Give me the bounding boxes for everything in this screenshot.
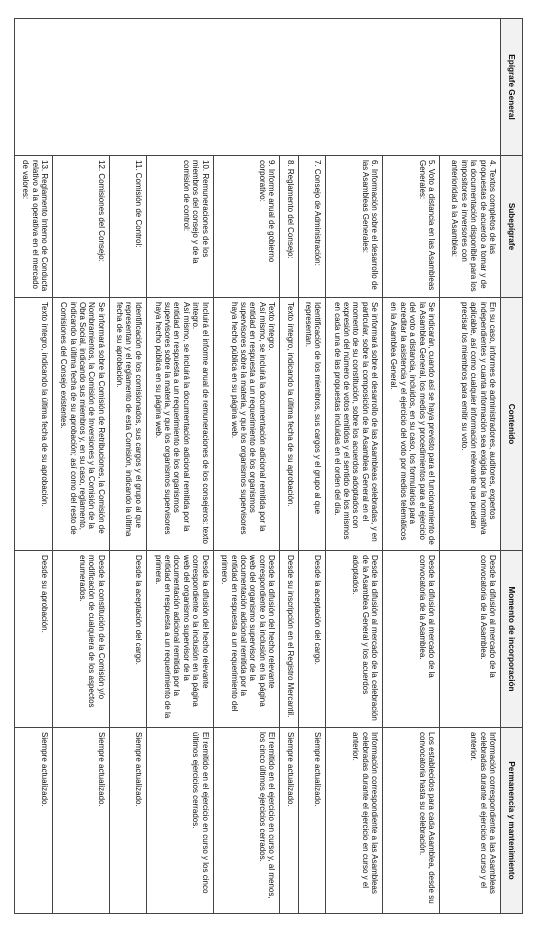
- content-cell: [213, 298, 280, 551]
- content-cell: Se indicarán, cuando así se haya previsto para el funcionamiento de la Asamblea General, los medios y procedimientos para el ejercicio del voto a distancia, incluidos, en su caso, los formularios para acreditar la asistencia y el ejercicio del voto por medios telemáticos en la Asamblea General.: [383, 298, 440, 551]
- moment-cell: Desde la difusión al mercado de la convocatoria de la Asamblea.: [383, 551, 440, 728]
- sub-cell: 8. Reglamento del Consejo:: [280, 156, 299, 298]
- moment-cell: Desde su aprobación.: [15, 551, 53, 728]
- moment-cell: Desde la difusión del hecho relevante correspondiente o la inclusión en la página web del organismo supervisor de la documentación adicional remitida por la entidad en respuesta a un requerimiento de la primera.: [146, 551, 213, 728]
- header-momento: Momento de incorporación: [501, 551, 523, 728]
- sub-cell: 11. Comisión de Control:: [109, 156, 146, 298]
- content-line: Así mismo, se incluirá la documentación adicional remitida por la entidad en respuesta a un requerimiento de los organismos supervisores sobre la materia, y que los organismos supervisores haya hecho pública en su página web.: [153, 302, 191, 535]
- header-general: Epígrafe General: [501, 19, 523, 156]
- permanence-cell: Siempre actualizado.: [109, 728, 146, 914]
- sub-cell: 9. Informe anual de gobierno corporativo:: [213, 156, 280, 298]
- permanence-cell: El remitido en el ejercicio en curso y los cinco últimos ejercicios cerrados.: [146, 728, 213, 914]
- permanence-cell: Siempre actualizado.: [299, 728, 326, 914]
- moment-cell: Desde la constitución de la Comisión y/o modificación de cualquiera de los aspectos enumerados.: [52, 551, 109, 728]
- moment-cell: Desde la difusión al mercado de la celebración de la Asamblea General y los acuerdos adoptados.: [326, 551, 383, 728]
- moment-cell: Desde la aceptación del cargo.: [299, 551, 326, 728]
- rotated-table-wrapper: [14, 18, 523, 913]
- content-line: Así mismo, se incluirá la documentación adicional remitida por la entidad en respuesta a un requerimiento de los organismos supervisores sobre la materia, y que los organismos supervisores haya hecho pública en su página web.: [229, 302, 267, 535]
- permanence-cell: Información correspondiente a las Asambleas celebradas durante el ejercicio en curso y el anterior.: [326, 728, 383, 914]
- permanence-cell: El remitido en el ejercicio en curso y, al menos, los cinco últimos ejercicios cerrados.: [213, 728, 280, 914]
- content-line: Incluirá el informe anual de remuneraciones de los consejeros: texto íntegro.: [191, 302, 210, 544]
- moment-cell: Desde la aceptación del cargo.: [109, 551, 146, 728]
- sub-cell: 4. Textos completos de las propuestas de acuerdo a tomar y de la documentación disponible para los impositores e inversores con anterioridad a la Asamblea:: [440, 156, 501, 298]
- permanence-cell: Información correspondiente a las Asambleas celebradas durante el ejercicio en curso y el anterior.: [440, 728, 501, 914]
- content-cell: Texto íntegro, indicando la última fecha de su aprobación.: [280, 298, 299, 551]
- sub-cell: 7. Consejo de Administración:: [299, 156, 326, 298]
- content-cell: En su caso, informes de administradores, auditores, expertos independientes y cuanta información sea exigida por la normativa aplicable, así como cualquier información relevante que puedan precisar los miembros para emitir su voto.: [440, 298, 501, 551]
- content-line: Texto íntegro.: [267, 302, 277, 351]
- content-cell: Se informará sobre la Comisión de Retribuciones, la Comisión de Nombramientos, la Comisión de Inversiones y la Comisión de la Obra Social, indicando sus miembros y, en su caso, reglamento, indicando la última fecha de su aprobación; así como del resto de Comisiones del Consejo existentes.: [52, 298, 109, 551]
- sub-cell: 12. Comisiones del Consejo:: [52, 156, 109, 298]
- moment-cell: Desde su inscripción en el Registro Mercantil.: [280, 551, 299, 728]
- permanence-cell: Siempre actualizado.: [280, 728, 299, 914]
- general-cell: [15, 19, 501, 156]
- sub-cell: 10. Remuneraciones de los miembros del consejo y de la comisión de control:: [146, 156, 213, 298]
- content-cell: Identificación de los miembros, sus cargos y el grupo al que representan.: [299, 298, 326, 551]
- header-contenido: Contenido: [501, 298, 523, 551]
- moment-cell: Desde la difusión al mercado de la convocatoria de la Asamblea.: [440, 551, 501, 728]
- content-cell: Se informará sobre el desarrollo de las Asambleas celebradas, y en particular, sobre la composición de la Asamblea General en el momento de su constitución, sobre los acuerdos adoptados con expresión del número de votos emitidos y el sentido de los mismos en cada una de las propuestas incluidas en el orden del día.: [326, 298, 383, 551]
- permanence-cell: Siempre actualizado.: [52, 728, 109, 914]
- content-cell: Identificación de los comisionados, sus cargos y el grupo al que representan y el reglamento de esta Comisión, indicando la última fecha de su aprobación.: [109, 298, 146, 551]
- header-permanencia: Permanencia y mantenimiento: [501, 728, 523, 914]
- permanence-cell: Siempre actualizado.: [15, 728, 53, 914]
- table-row: [440, 19, 501, 914]
- sub-cell: 13. Reglamento Interno de Conducta relativo a la operativa en el mercado de valores:: [15, 156, 53, 298]
- header-subepigrafe: Subepígrafe: [501, 156, 523, 298]
- disclosure-table: [14, 18, 523, 914]
- permanence-cell: Los establecidos para cada Asamblea, desde su convocatoria hasta su celebración.: [383, 728, 440, 914]
- moment-cell: Desde la difusión del hecho relevante correspondiente o la inclusión en la página web del organismo supervisor de la documentación adicional remitida por la entidad en respuesta a un requerimiento del primero.: [213, 551, 280, 728]
- content-cell: Texto íntegro, indicando la última fecha de su aprobación.: [15, 298, 53, 551]
- sub-cell: 5. Voto a distancia en las Asambleas Generales:: [383, 156, 440, 298]
- sub-cell: 6. Información sobre el desarrollo de las Asambleas Generales:: [326, 156, 383, 298]
- content-cell: [146, 298, 213, 551]
- table-header-row: [501, 19, 523, 914]
